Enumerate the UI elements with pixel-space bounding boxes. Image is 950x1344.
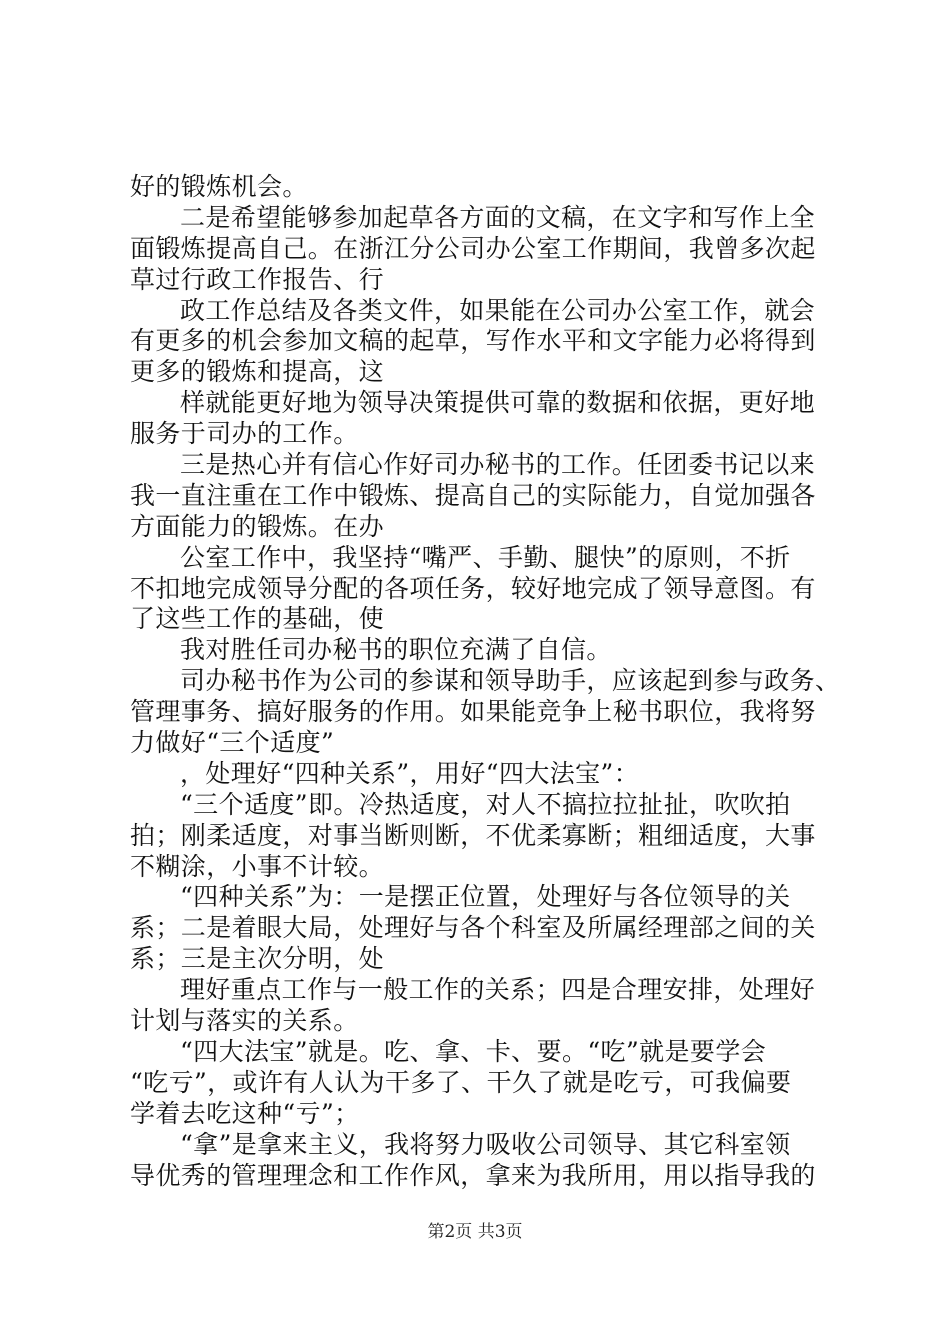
text-line: 理好重点工作与一般工作的关系；四是合理安排，处理好 (180, 975, 816, 1005)
text-line: 导优秀的管理理念和工作作风，拿来为我所用，用以指导我的 (130, 1160, 816, 1190)
text-line: “四大法宝”就是。吃、拿、卡、要。“吃”就是要学会 (180, 1036, 767, 1066)
text-line: 了这些工作的基础，使 (130, 604, 385, 634)
text-line: 计划与落实的关系。 (130, 1006, 359, 1036)
text-line: “拿”是拿来主义，我将努力吸收公司领导、其它科室领 (180, 1129, 791, 1159)
text-line: 系；二是着眼大局，处理好与各个科室及所属经理部之间的关 (130, 913, 816, 943)
page-number-footer: 第2页 共3页 (427, 1222, 523, 1242)
text-line: 不扣地完成领导分配的各项任务，较好地完成了领导意图。有 (130, 573, 816, 603)
text-line: 三是热心并有信心作好司办秘书的工作。任团委书记以来 (180, 450, 816, 480)
text-line: “四种关系”为：一是摆正位置，处理好与各位领导的关 (180, 882, 791, 912)
text-line: 更多的锻炼和提高，这 (130, 357, 385, 387)
text-line: “吃亏”，或许有人认为干多了、干久了就是吃亏，可我偏要 (130, 1067, 792, 1097)
text-line: 有更多的机会参加文稿的起草，写作水平和文字能力必将得到 (130, 326, 816, 356)
text-line: 力做好“三个适度” (130, 728, 335, 758)
text-line: 方面能力的锻炼。在办 (130, 511, 385, 541)
text-line: 管理事务、搞好服务的作用。如果能竞争上秘书职位，我将努 (130, 697, 816, 727)
text-line: 系；三是主次分明，处 (130, 944, 385, 974)
text-line: 我对胜任司办秘书的职位充满了自信。 (180, 635, 612, 665)
text-line: 不糊涂，小事不计较。 (130, 851, 385, 881)
text-line: 服务于司办的工作。 (130, 419, 359, 449)
text-line: 拍；刚柔适度，对事当断则断，不优柔寡断；粗细适度，大事 (130, 820, 816, 850)
text-line: 政工作总结及各类文件，如果能在公司办公室工作，就会 (180, 295, 816, 325)
text-line: 公室工作中，我坚持“嘴严、手勤、腿快”的原则，不折 (180, 542, 791, 572)
text-line: 二是希望能够参加起草各方面的文稿，在文字和写作上全 (180, 202, 816, 232)
text-line: 好的锻炼机会。 (130, 172, 308, 201)
text-line: 样就能更好地为领导决策提供可靠的数据和依据，更好地 (180, 388, 816, 418)
text-line: 学着去吃这种“亏”； (130, 1098, 360, 1128)
text-line: 司办秘书作为公司的参谋和领导助手，应该起到参与政务、 (180, 666, 841, 696)
text-line: 我一直注重在工作中锻炼、提高自己的实际能力，自觉加强各 (130, 480, 816, 510)
text-line: ，处理好“四种关系”，用好“四大法宝”： (180, 758, 640, 788)
text-line: 草过行政工作报告、行 (130, 264, 385, 294)
document-body (130, 172, 850, 1191)
text-line: 面锻炼提高自己。在浙江分公司办公室工作期间，我曾多次起 (130, 233, 816, 263)
text-line: “三个适度”即。冷热适度，对人不搞拉拉扯扯，吹吹拍 (180, 789, 791, 819)
